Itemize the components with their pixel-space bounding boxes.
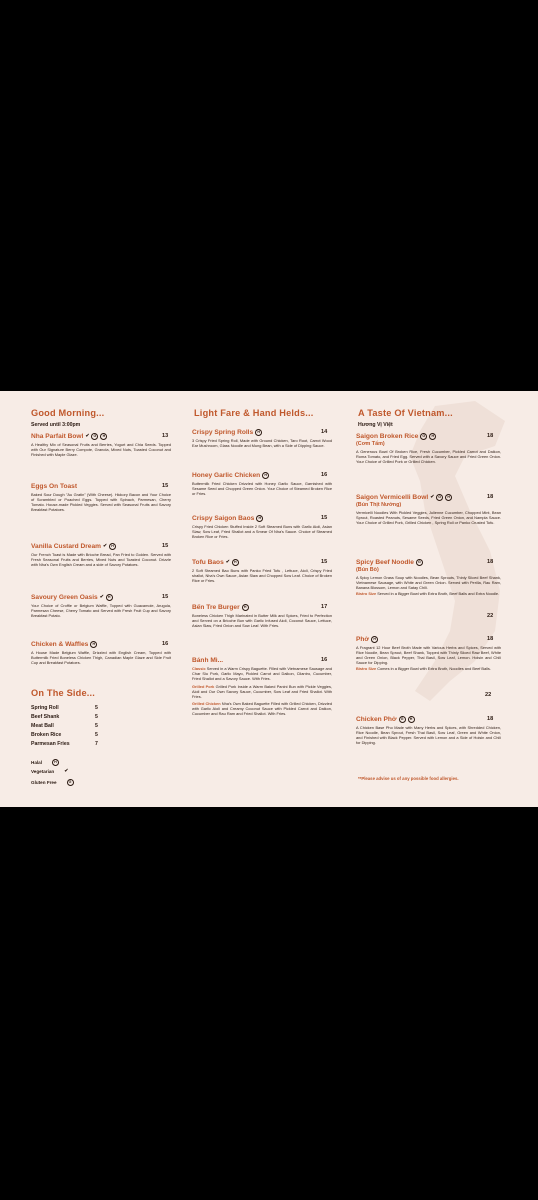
gluten-free-icon: G (436, 494, 443, 501)
item-price: 18 (487, 433, 494, 439)
item-description: A Spicy Lemon Grass Soup with Noodles, Bean Sprouts, Thinly Sliced Beef Shank, Vietnamese Sausage, with White and Green Onion. Served with Perilla, Rau Ram, Banana Blossom, Lemon and Satay Chili. (356, 575, 501, 590)
item-vietnamese-name: (Bún Bò) (356, 567, 379, 573)
item-description: A Generous Bowl Of Broken Rice, Fresh Cucumber, Pickled Carrot and Daikon, Roma Tomato, and Fried Egg. Served with a Savory Sauce and Fried Green Onion. Your Choice of Grilled Pork or Grilled Chicken. (356, 449, 501, 464)
menu-item (192, 559, 332, 584)
item-price: 15 (162, 594, 169, 600)
halal-icon: H (371, 636, 378, 643)
item-price: 18 (487, 494, 494, 500)
item-description: Vermicelli Noodles With Pickled Veggies, Julienne Cucumber, Chopped Mint, Bean Sprout, Roasted Peanuts, Sesame Seeds, Fried Green Onion, and Nampla Sauce. Your Choice of Grilled Pork, Grilled Chicken , Spring Roll or Panko Crusted Tofu. (356, 510, 501, 525)
item-price: 18 (487, 716, 494, 722)
legend-item: Halal H (31, 759, 59, 766)
vegetarian-icon: ✔ (85, 433, 90, 439)
side-item: Broken Rice 5 (31, 732, 98, 738)
halal-icon: H (109, 543, 116, 550)
item-name: Bánh Mì... (192, 657, 224, 664)
item-description: Our French Toast is Made with Brioche Bread, Pan Fried to Golden. Served with Fresh Seasonal Fruits and Berries, Mixed Nuts and Toasted Coconut. Drizzle with Nha's Own English Cream and a side of Savory Potatoes. (31, 552, 171, 567)
item-price: 15 (321, 559, 328, 565)
item-price: 13 (162, 433, 169, 439)
menu-item (31, 543, 171, 568)
menu-item (192, 515, 332, 540)
item-name: Vanilla Custard Dream (31, 543, 101, 550)
item-name: Savoury Green Oasis (31, 594, 98, 601)
item-name: Eggs On Toast (31, 483, 78, 490)
item-vietnamese-name: (Bún Thịt Nướng) (356, 502, 402, 508)
section-title-good-morning: Good Morning... (31, 408, 105, 418)
menu-item (192, 472, 332, 497)
gluten-free-icon: G (91, 433, 98, 440)
allergy-note: **Please advise us of any possible food allergies. (358, 776, 459, 781)
section-title-taste-of-vietnam: A Taste Of Vietnam... (358, 408, 453, 418)
menu-item (192, 657, 332, 717)
halal-icon: H (242, 604, 249, 611)
item-description: A Chicken Base Pho Made with Many Herbs and Spices, with Shredded Chicken, Rice Noodle, Bean Sprout, Fresh Thai Basil, Sow Leaf, Green and White Onion, and Finished with Black Pepper. Served with Lemon and a Side of Hoisin and Chili for Dipping. (356, 725, 501, 745)
item-name: Phở (356, 636, 370, 643)
halal-icon: H (429, 433, 436, 440)
item-description: A Fragrant 12 Hour Beef Broth Made with Various Herbs and Spices, Served with Rice Noodle, Bean Sprout, Beef Shank, Topped with Thinly Sliced Raw Beef, White and Green Onion, Black Pepper, Thai Basil, Sow Leaf, Lemon. Hoisin and Chili Sauce for Dipping. (356, 645, 501, 665)
section-title-on-the-side: On The Side... (31, 688, 96, 698)
item-price: 18 (487, 636, 494, 642)
legend-item: Gluten Free G (31, 779, 74, 786)
bistro-size-note: Bistro Size Served in a Bigger Bowl with Extra Broth, Beef Balls and Extra Noodle. (356, 590, 500, 596)
menu-item (192, 429, 332, 449)
item-description: Crispy Fried Chicken Stuffed Inside 2 Soft Steamed Buns with Garlic Aioli, Asian Slaw, Sow Leaf, Fried Shallot and a Smear Of Nha's Sauce. Choice of Steamed Broken Rice or Fries. (192, 524, 332, 539)
halal-icon: H (52, 759, 59, 766)
gluten-free-icon: G (420, 433, 427, 440)
item-name: Nha Parfait Bowl (31, 433, 84, 440)
halal-icon: H (255, 429, 262, 436)
bistro-price: 22 (485, 692, 492, 698)
item-description: 2 Soft Steamed Bao Buns with Panko Fried Tofu , Lettuce, Aioli, Crispy Fried shallot, Nha's Own Sauce, Asian Slaw and Chopped Sow Leaf. Choice of Broken Rice or Fries. (192, 568, 332, 583)
menu-item (31, 483, 171, 513)
vegetarian-icon: ✔ (64, 768, 69, 774)
menu-item (31, 594, 171, 619)
vegetarian-icon: ✔ (99, 594, 104, 600)
menu-item (356, 716, 501, 746)
halal-icon: H (100, 433, 107, 440)
vegetarian-icon: ✔ (103, 543, 108, 549)
item-price: 17 (321, 604, 328, 610)
side-item: Parmesan Fries 7 (31, 741, 98, 747)
item-price: 14 (321, 429, 328, 435)
item-price: 16 (321, 472, 328, 478)
side-item: Meat Ball 5 (31, 723, 98, 729)
item-variant-description: Grilled Chicken Nha's Own Baked Baguette Filled with Grilled Chicken, Drizzled with Garlic Aioli and Creamy Coconut Sauce with Pickled Carrot and Daikon, Cucumber and Rau Ram and Fried Shallot. With Fries. (192, 701, 332, 717)
halal-icon: H (106, 594, 113, 601)
menu-item (192, 604, 332, 629)
halal-icon: H (90, 641, 97, 648)
item-description: A Healthy Mix of Seasonal Fruits and Berries, Yogurt and Chia Seeds. Topped with Our Signature Berry Compote, Granola, Mixed Nuts, Toasted Coconut and Finished with Maple Glaze. (31, 442, 171, 457)
item-variant-description: Grilled Pork Grilled Pork Inside a Warm Baked Panini Bun with Pickle Veggies, Aioli and Our Own Savory Sauce, Cucumber, Sow Leaf and Fried Shallot. With Fries. (192, 683, 332, 699)
item-name: Honey Garlic Chicken (192, 472, 261, 479)
side-item: Beef Shank 5 (31, 714, 98, 720)
legend-item: Vegetarian ✔ (31, 768, 69, 774)
vegetarian-icon: ✔ (430, 494, 435, 500)
side-item: Spring Roll 5 (31, 705, 98, 711)
menu-item (31, 641, 171, 666)
gluten-free-icon: G (67, 779, 74, 786)
gluten-free-icon: G (416, 559, 423, 566)
item-name: Crispy Saigon Baos (192, 515, 255, 522)
item-price: 15 (321, 515, 328, 521)
item-name: Saigon Broken Rice (356, 433, 419, 440)
menu-item (356, 559, 501, 619)
served-until-note: Served until 3:00pm (31, 422, 81, 428)
menu-page (0, 391, 538, 807)
item-name: Chicken Phở (356, 716, 397, 723)
item-vietnamese-name: (Cơm Tấm) (356, 441, 385, 447)
item-description: Baked Sour Dough "Au Gratin" (With Cheese). Hickory Bacon and Your Choice of Scrambled or Poached Eggs. Topped with Spinach, Parmesan, Cherry Tomato. House-made Pickled Veggies. Served with Seasonal Fruits and Savory Breakfast Potatoes. (31, 492, 171, 512)
gluten-free-icon: G (399, 716, 406, 723)
item-description: Boneless Chicken Thigh Marinated in Butter Milk and Spices, Fried to Perfection and Served on a Brioche Bun with Garlic Infused Aioli, Coconut Sauce, Lettuce, Asian Slaw, Fried Onion and Sow Leaf. With Fries. (192, 613, 332, 628)
item-name: Spicy Beef Noodle (356, 559, 414, 566)
item-price: 15 (162, 543, 169, 549)
vegetarian-icon: ✔ (225, 559, 230, 565)
menu-item (356, 433, 501, 465)
item-name: Chicken & Waffles (31, 641, 89, 648)
halal-icon: H (408, 716, 415, 723)
menu-item (356, 494, 501, 526)
item-description: 3 Crispy Fried Spring Roll, Made with Ground Chicken, Taro Root, Carrot Wood Ear Mushroom, Glass Noodle and Mung Bean, with a Side of Dipping Sauce. (192, 438, 332, 448)
halal-icon: H (256, 515, 263, 522)
item-description: Your Choice of Croffle or Belgium Waffle, Topped with Guacamole, Arugula, Parmesan Cheese, Cherry Tomato and Served with Fresh Fruit Cup and Savory Breakfast Potato. (31, 603, 171, 618)
halal-icon: H (232, 559, 239, 566)
item-description: A House Made Belgium Waffle, Drizzled with English Cream, Topped with Buttermilk Fried Boneless Chicken Thigh, Canadian Maple Glaze and Side Fruit Cup and Breakfast Potatoes. (31, 650, 171, 665)
menu-item (356, 636, 501, 698)
section-subtitle-vietnamese: Hương Vị Việt (358, 422, 393, 428)
item-name: Crispy Spring Rolls (192, 429, 254, 436)
item-name: Bến Tre Burger (192, 604, 240, 611)
section-title-light-fare: Light Fare & Hand Helds... (194, 408, 314, 418)
item-name: Saigon Vermicelli Bowl (356, 494, 429, 501)
item-price: 15 (162, 483, 169, 489)
bistro-price: 22 (487, 613, 494, 619)
item-price: 16 (321, 657, 328, 663)
menu-item (31, 433, 171, 458)
item-description: Buttermilk Fried Chicken Drizzled with Honey Garlic Sauce, Garnished with Sesame Seed and Chopped Green Onion. Your Choice of Steamed Broken Rice or Fries. (192, 481, 332, 496)
halal-icon: H (262, 472, 269, 479)
bistro-size-note: Bistro Size Comes in a Bigger Bowl with Extra Broth, Noodles and Beef Balls. (356, 665, 491, 671)
item-price: 16 (162, 641, 169, 647)
item-name: Tofu Baos (192, 559, 224, 566)
halal-icon: H (445, 494, 452, 501)
item-description: Classic Served in a Warm Crispy Baguette. Filled with Vietnamese Sausage and Char Siu Pork, Garlic Mayo, Pickled Carrot and Daikon, Cilantro, Cucumber, Fried Shallot and a Savory Sauce. With Fries. (192, 666, 332, 681)
item-price: 18 (487, 559, 494, 565)
